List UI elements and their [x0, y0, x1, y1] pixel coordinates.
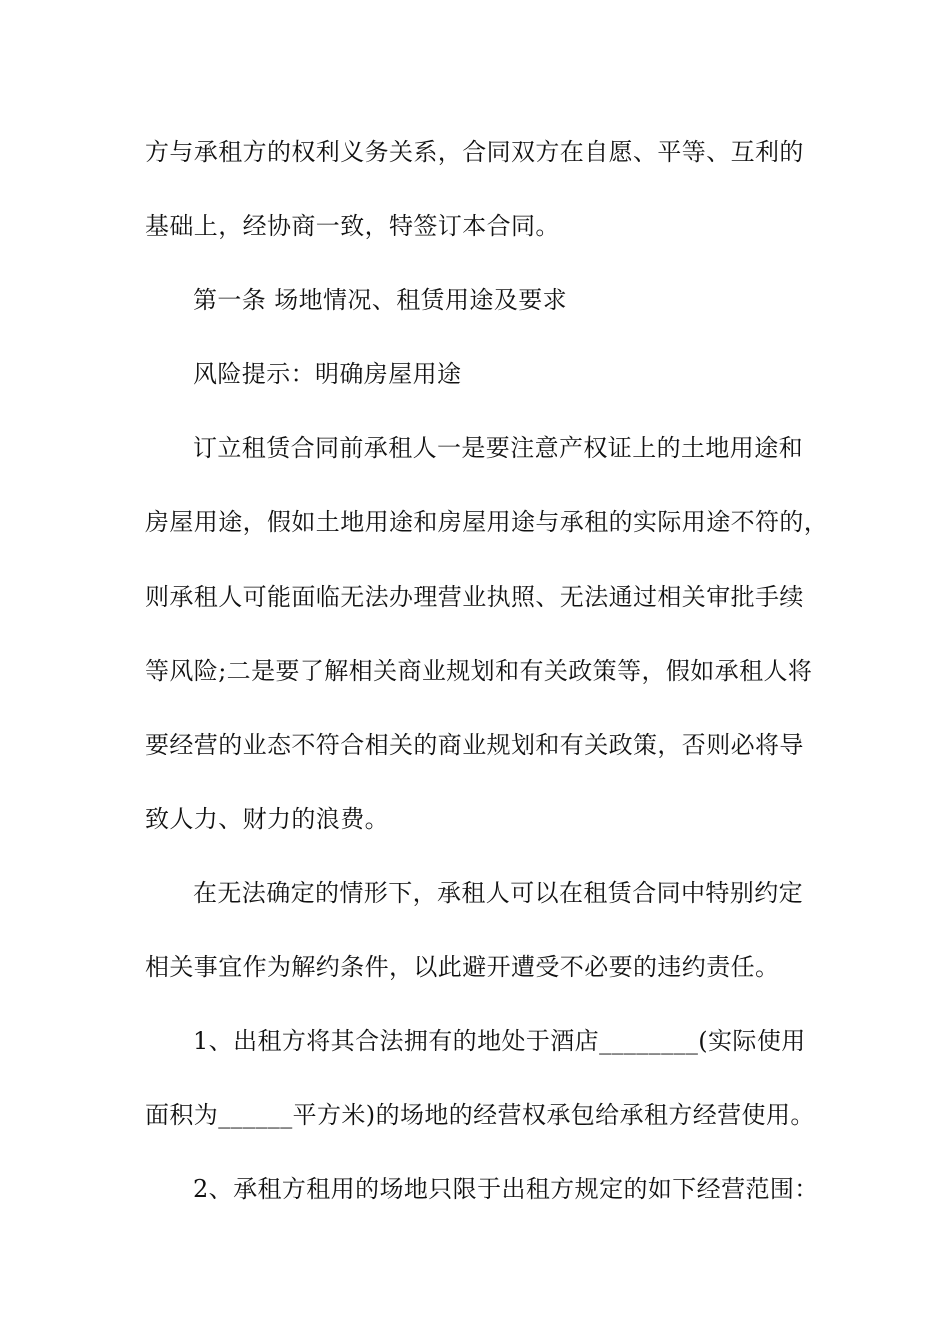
paragraph-line: 则承租人可能面临无法办理营业执照、无法通过相关审批手续: [145, 583, 804, 611]
paragraph-line: 房屋用途，假如土地用途和房屋用途与承租的实际用途不符的，: [145, 508, 829, 536]
paragraph-line: 在无法确定的情形下，承租人可以在租赁合同中特别约定: [193, 879, 803, 907]
paragraph-line: 等风险;二是要了解相关商业规划和有关政策等，假如承租人将: [145, 657, 813, 685]
paragraph-line: 基础上，经协商一致，特签订本合同。: [145, 212, 560, 240]
paragraph-line: 相关事宜作为解约条件，以此避开遭受不必要的违约责任。: [145, 953, 780, 981]
clause-item: 2、承租方租用的场地只限于出租方规定的如下经营范围：: [193, 1175, 819, 1203]
paragraph-line: 方与承租方的权利义务关系，合同双方在自愿、平等、互利的: [145, 138, 804, 166]
article-heading: 第一条 场地情况、租赁用途及要求: [193, 286, 568, 314]
risk-tip-heading: 风险提示：明确房屋用途: [193, 360, 462, 388]
paragraph-line: 订立租赁合同前承租人一是要注意产权证上的土地用途和: [193, 434, 803, 462]
paragraph-line: 要经营的业态不符合相关的商业规划和有关政策，否则必将导: [145, 731, 804, 759]
paragraph-line: 致人力、财力的浪费。: [145, 805, 389, 833]
paragraph-line: 面积为______平方米)的场地的经营权承包给承租方经营使用。: [145, 1101, 815, 1129]
clause-item: 1、出租方将其合法拥有的地处于酒店________(实际使用: [193, 1027, 806, 1055]
